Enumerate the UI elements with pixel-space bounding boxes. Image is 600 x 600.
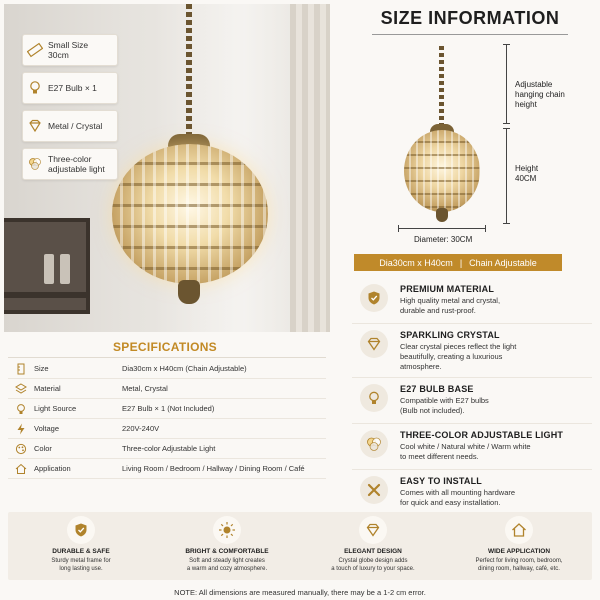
benefit-premium-material [352, 280, 592, 324]
chain-dimension-label: Adjustable hanging chain height [515, 80, 565, 109]
curtain [290, 4, 330, 332]
spec-row-voltage [8, 419, 326, 439]
tools-icon [366, 482, 382, 498]
benefit-easy-install [352, 472, 592, 516]
lamp-finial [178, 280, 200, 304]
bottom-feature-title: BRIGHT & COMFORTABLE [185, 548, 269, 555]
shelf-board [4, 292, 86, 298]
size-diagram [360, 38, 590, 250]
bottom-feature-durable [8, 512, 154, 580]
bottom-feature-elegant [300, 512, 446, 580]
diamond-icon [27, 118, 43, 134]
divider [372, 34, 568, 35]
specifications-title: SPECIFICATIONS [113, 340, 217, 354]
palette-icon [15, 443, 27, 455]
spec-label: Color [34, 444, 52, 453]
height-dimension-label: Height 40CM [515, 164, 539, 183]
layers-icon [15, 383, 27, 395]
shield-icon [73, 522, 89, 538]
feature-text: Metal / Crystal [48, 121, 103, 131]
diamond-icon [366, 336, 382, 352]
feature-text: E27 Bulb × 1 [48, 83, 97, 93]
divider [8, 357, 326, 358]
bottom-feature-bright [154, 512, 300, 580]
spec-value: Metal, Crystal [122, 384, 168, 393]
spec-row-size [8, 359, 326, 379]
bottom-feature-description: Perfect for living room, bedroom, dining room, hallway, café, etc. [475, 558, 563, 572]
benefit-title: SPARKLING CRYSTAL [400, 330, 500, 340]
spec-label: Size [34, 364, 49, 373]
spec-value: E27 Bulb × 1 (Not Included) [122, 404, 215, 413]
spec-label: Light Source [34, 404, 77, 413]
benefit-list [352, 280, 592, 518]
spec-label: Material [34, 384, 61, 393]
bottom-feature-description: Sturdy metal frame for long lasting use. [51, 558, 111, 572]
benefit-sparkling-crystal [352, 326, 592, 378]
spec-row-light-source [8, 399, 326, 419]
spec-value: Living Room / Bedroom / Hallway / Dining Room / Café [122, 464, 305, 473]
size-information-title: SIZE INFORMATION [380, 8, 560, 28]
bottom-feature-title: ELEGANT DESIGN [344, 548, 402, 555]
sun-icon [218, 521, 236, 539]
benefit-description: Compatible with E27 bulbs (Bulb not included). [400, 396, 489, 415]
shelf-bottle [44, 254, 54, 284]
benefit-description: Clear crystal pieces reflect the light beautifully, creating a luxurious atmosphere. [400, 342, 517, 371]
crystal-globe [112, 144, 268, 284]
size-summary-band [354, 254, 562, 271]
bottom-feature-title: DURABLE & SAFE [52, 548, 110, 555]
bottom-feature-description: Crystal globe design adds a touch of luxury to your space. [331, 558, 415, 572]
feature-text: Small Size 30cm [48, 40, 89, 60]
spec-value: 220V-240V [122, 424, 160, 433]
benefit-three-color-light [352, 426, 592, 470]
bottom-feature-application [446, 512, 592, 580]
three-color-icon [365, 435, 383, 453]
feature-card-light [22, 148, 118, 180]
diagram-globe [404, 130, 480, 212]
home-icon [15, 463, 27, 475]
bottom-feature-description: Soft and steady light creates a warm and cozy atmosphere. [186, 558, 268, 572]
bulb-icon [27, 80, 43, 96]
benefit-title: PREMIUM MATERIAL [400, 284, 495, 294]
bolt-icon [15, 423, 27, 435]
diamond-icon [365, 522, 381, 538]
home-icon [511, 522, 527, 538]
height-dimension-line [506, 128, 507, 224]
photo-feature-list [22, 34, 118, 186]
benefit-description: Comes with all mounting hardware for quick and easy installation. [400, 488, 516, 507]
diagram-finial [436, 208, 448, 222]
spec-label: Application [34, 464, 71, 473]
spec-row-color [8, 439, 326, 459]
spec-value: Dia30cm x H40cm (Chain Adjustable) [122, 364, 247, 373]
ruler-icon [15, 363, 27, 375]
dimension-note: NOTE: All dimensions are measured manually, there may be a 1-2 cm error. [174, 588, 426, 597]
feature-text: Three-color adjustable light [48, 154, 105, 174]
feature-card-material [22, 110, 118, 142]
shelf-bottle [60, 254, 70, 284]
bulb-icon [15, 403, 27, 415]
benefit-title: E27 BULB BASE [400, 384, 474, 394]
benefit-e27-bulb-base [352, 380, 592, 424]
spec-label: Voltage [34, 424, 60, 433]
diagram-chain [439, 46, 444, 126]
three-color-icon [27, 156, 43, 172]
diameter-dimension-line [398, 228, 486, 229]
bottom-feature-strip [8, 512, 592, 580]
ruler-icon [27, 42, 43, 58]
size-summary-right: Chain Adjustable [469, 257, 537, 268]
bulb-icon [366, 390, 382, 406]
benefit-title: EASY TO INSTALL [400, 476, 483, 486]
product-photo [4, 4, 330, 332]
size-summary-left: Dia30cm x H40cm [379, 257, 453, 268]
diameter-dimension-label: Diameter: 30CM [414, 235, 473, 244]
benefit-title: THREE-COLOR ADJUSTABLE LIGHT [400, 430, 564, 440]
spec-row-material [8, 379, 326, 399]
wall-shelf [4, 218, 90, 314]
specifications-table [8, 359, 326, 479]
feature-card-size [22, 34, 118, 66]
lamp-chain [186, 4, 192, 144]
chain-dimension-line [506, 44, 507, 124]
shield-icon [366, 290, 382, 306]
spec-row-application [8, 459, 326, 479]
benefit-description: High quality metal and crystal, durable and rust-proof. [400, 296, 501, 315]
bottom-feature-title: WIDE APPLICATION [487, 548, 551, 555]
spec-value: Three-color Adjustable Light [122, 444, 216, 453]
benefit-description: Cool white / Natural white / Warm white to meet different needs. [400, 442, 531, 461]
feature-card-bulb [22, 72, 118, 104]
size-summary-separator: | [459, 257, 463, 268]
